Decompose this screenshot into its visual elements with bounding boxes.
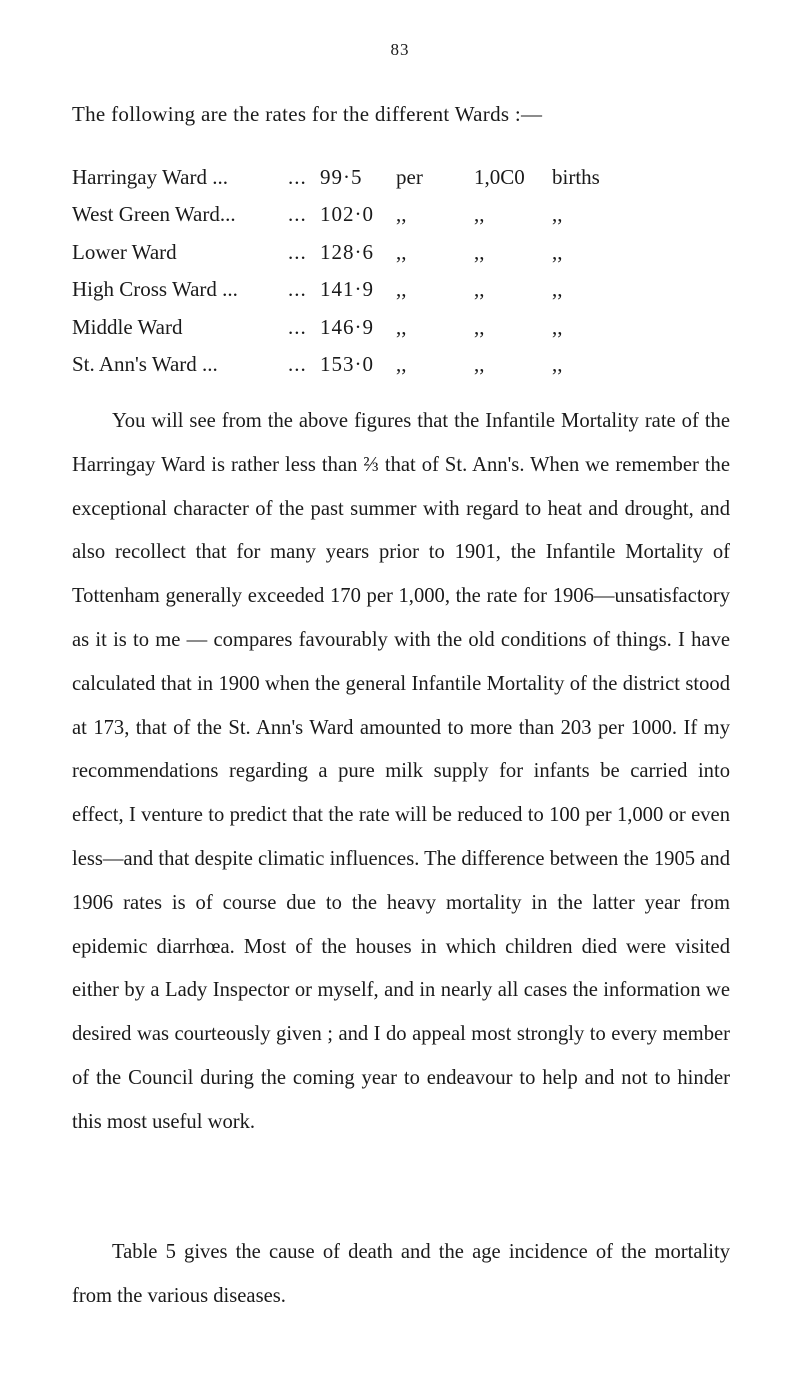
- dot-leader: ...: [288, 351, 307, 376]
- rate-unit: per: [396, 165, 423, 189]
- ward-rate-row: [72, 352, 712, 389]
- rate-unit-label: births: [552, 165, 600, 189]
- dot-leader: ...: [288, 314, 307, 339]
- intro-line: The following are the rates for the different Wards :—: [72, 102, 543, 126]
- ditto-mark: ,,: [396, 239, 407, 264]
- ditto-mark: ,,: [396, 314, 407, 339]
- ditto-mark: ,,: [474, 351, 485, 376]
- ward-rate-row: [72, 277, 712, 314]
- rate-value: 153·0: [320, 351, 374, 376]
- ward-name: Harringay Ward ...: [72, 165, 228, 189]
- dot-leader: ...: [288, 277, 307, 302]
- rate-value: 102·0: [320, 202, 374, 227]
- ward-name: West Green Ward...: [72, 202, 236, 227]
- dot-leader: ...: [288, 239, 307, 264]
- dot-leader: ...: [288, 165, 307, 189]
- ward-name: St. Ann's Ward ...: [72, 351, 218, 376]
- ward-name: Middle Ward: [72, 314, 183, 339]
- ward-rate-row: [72, 240, 712, 277]
- page-number: 83: [390, 40, 410, 59]
- body-text: [72, 400, 730, 1145]
- ward-rate-row: [72, 315, 712, 352]
- rate-value: 128·6: [320, 239, 374, 264]
- ward-rate-row: [72, 202, 712, 239]
- dot-leader: ...: [288, 202, 307, 227]
- ditto-mark: ,,: [396, 202, 407, 227]
- ditto-mark: ,,: [552, 277, 563, 302]
- ditto-mark: ,,: [396, 351, 407, 376]
- paragraph-table-reference: Table 5 gives the cause of death and the age incidence of the mortality from the various diseases.: [72, 1241, 730, 1307]
- ditto-mark: ,,: [552, 202, 563, 227]
- rate-value: 146·9: [320, 314, 374, 339]
- ward-name: High Cross Ward ...: [72, 277, 238, 302]
- ditto-mark: ,,: [474, 202, 485, 227]
- rate-value: 99·5: [320, 165, 363, 189]
- ditto-mark: ,,: [552, 351, 563, 376]
- paragraph-mortality-discussion: You will see from the above figures that the Infantile Mortality rate of the Harringay Ward is rather less than ⅔ that of St. Ann's. When we remember the exceptional character of the past summer with regard to heat and drought, and also recollect that for many years prior to 1901, the Infantile Mortality of Tottenham generally exceeded 170 per 1,000, the rate for 1906—unsatisfactory as it is to me — compares favourably with the old conditions of things. I have calculated that in 1900 when the general Infantile Mortality of the district stood at 173, that of the St. Ann's Ward amounted to more than 203 per 1000. If my recommendations regarding a pure milk supply for infants be carried into effect, I venture to predict that the rate will be reduced to 100 per 1,000 or even less—and that despite climatic influences. The difference between the 1905 and 1906 rates is of course due to the heavy mortality in the latter year from epidemic diarrhœa. Most of the houses in which children died were visited either by a Lady Inspector or myself, and in nearly all cases the information we desired was courteously given ; and I do appeal most strongly to every member of the Council during the coming year to endeavour to help and not to hinder this most useful work.: [72, 410, 730, 1133]
- ward-name: Lower Ward: [72, 239, 177, 264]
- rate-value: 141·9: [320, 277, 374, 302]
- ditto-mark: ,,: [474, 239, 485, 264]
- ditto-mark: ,,: [474, 277, 485, 302]
- ditto-mark: ,,: [396, 277, 407, 302]
- ditto-mark: ,,: [552, 239, 563, 264]
- rate-unit-base: 1,0C0: [474, 165, 525, 189]
- ward-rates-table: [72, 165, 712, 389]
- ditto-mark: ,,: [474, 314, 485, 339]
- ditto-mark: ,,: [552, 314, 563, 339]
- ward-rate-row: [72, 165, 712, 202]
- closing-text: [72, 1231, 730, 1319]
